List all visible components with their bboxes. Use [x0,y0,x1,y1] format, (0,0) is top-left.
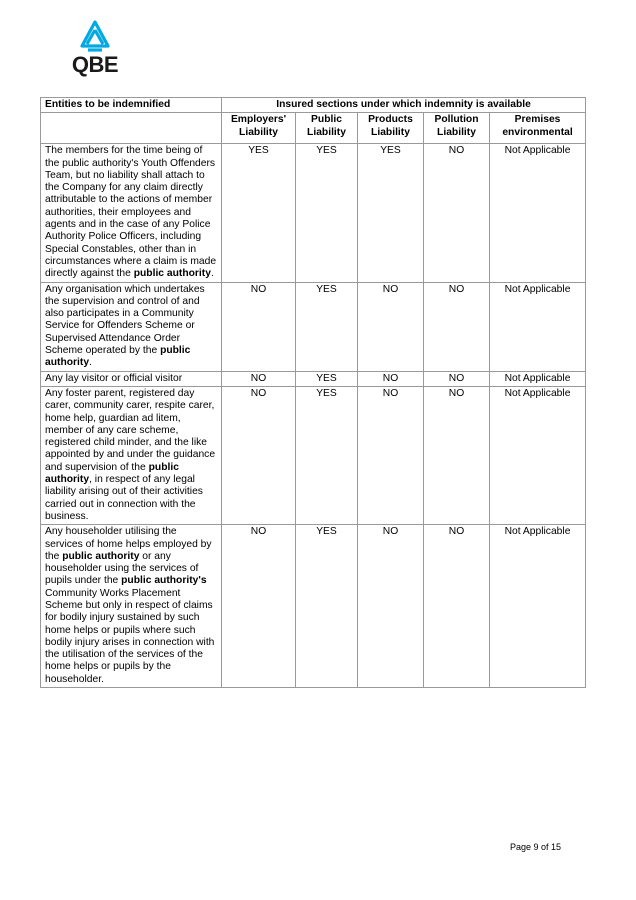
indemnity-value: Not Applicable [490,282,586,371]
indemnity-value: YES [296,282,358,371]
column-header [424,113,490,144]
indemnity-value: Not Applicable [490,386,586,524]
column-header [296,113,358,144]
column-header-line2: Liability [437,126,476,138]
description-text: Any organisation which undertakes the supervision and control of and also participates in a Community Service for Offenders Scheme or Supervised Attendance Order Scheme operated by the [45,283,205,357]
indemnity-value: YES [358,144,424,282]
indemnity-value: NO [222,386,296,524]
description-text: Community Works Placement Scheme but only in respect of claims for bodily injury sustained by such home helps or pupils where such bodily injury arises in connection with the utilisation of the services of the home helps or pupils by the householder. [45,587,215,685]
table-row [41,386,586,524]
indemnity-value: NO [358,282,424,371]
column-header-line2: Liability [307,126,346,138]
indemnity-value: YES [296,386,358,524]
header-row-1 [41,98,586,113]
indemnity-value: Not Applicable [490,144,586,282]
description-text: . [89,357,92,369]
column-header [490,113,586,144]
description-text: Any foster parent, registered day carer, community carer, respite carer, home help, guardian ad litem, member of any care scheme, registered child minder, and the like appointed by and under the guidance and supervision of the [45,387,216,473]
indemnity-value: NO [222,371,296,386]
defined-term: public authority's [121,575,207,587]
entity-description [41,386,222,524]
defined-term: public authority [45,345,191,369]
empty-header-cell [41,113,222,144]
indemnity-value: Not Applicable [490,371,586,386]
table-row [41,282,586,371]
indemnity-value: NO [358,525,424,688]
page-number: Page 9 of 15 [510,842,562,852]
indemnity-value: NO [424,386,490,524]
description-text: Any householder utilising the services of home helps employed by the [45,526,212,562]
column-header-line1: Pollution [434,114,479,126]
entity-description [41,144,222,282]
column-header-line1: Employers' [230,114,287,126]
description-text: or any householder using the services of pupils under the [45,550,199,587]
defined-term: public authority [62,550,140,562]
indemnity-value: YES [222,144,296,282]
entity-description [41,371,222,386]
indemnity-value: NO [358,386,424,524]
entity-description [41,282,222,371]
description-text: . [210,268,214,280]
indemnity-table [40,97,586,688]
column-header [222,113,296,144]
column-header-line2: Liability [239,126,278,138]
column-header-line1: Products [368,114,413,126]
indemnity-value: NO [222,525,296,688]
sections-header: Insured sections under which indemnity is available [222,98,586,113]
indemnity-value: YES [296,371,358,386]
column-header-line2: Liability [371,126,410,138]
indemnity-value: NO [424,144,490,282]
description-text: Any lay visitor or official visitor [45,372,183,384]
defined-term: public authority [133,268,211,280]
column-header-line2: environmental [502,126,573,138]
qbe-triangle-icon [70,20,120,54]
indemnity-value: NO [424,525,490,688]
indemnity-value: YES [296,144,358,282]
description-text: The members for the time being of the public authority's Youth Offenders Team, but no liability shall attach to the Company for any claim directly attributable to the actions of member authorities, their employees and agents and in the case of any Police Authority Police Officers, including Special Constables, other than in circumstances where a claim is made directly against the [45,145,217,280]
column-header [358,113,424,144]
indemnity-value: NO [222,282,296,371]
table-row [41,525,586,688]
indemnity-value: YES [296,525,358,688]
qbe-logo-text: QBE [71,52,119,77]
table-row [41,144,586,282]
header-row-2 [41,113,586,144]
column-header-line1: Premises [514,114,561,126]
description-text: , in respect of any legal liability arising out of their activities carried out in connection with the business. [45,474,203,522]
entity-description [41,525,222,688]
column-header-line1: Public [311,114,342,126]
defined-term: public authority [45,461,179,486]
table-row [41,371,586,386]
indemnity-value: NO [424,371,490,386]
indemnity-value: NO [424,282,490,371]
entities-header: Entities to be indemnified [41,98,222,113]
indemnity-value: Not Applicable [490,525,586,688]
indemnity-value: NO [358,371,424,386]
